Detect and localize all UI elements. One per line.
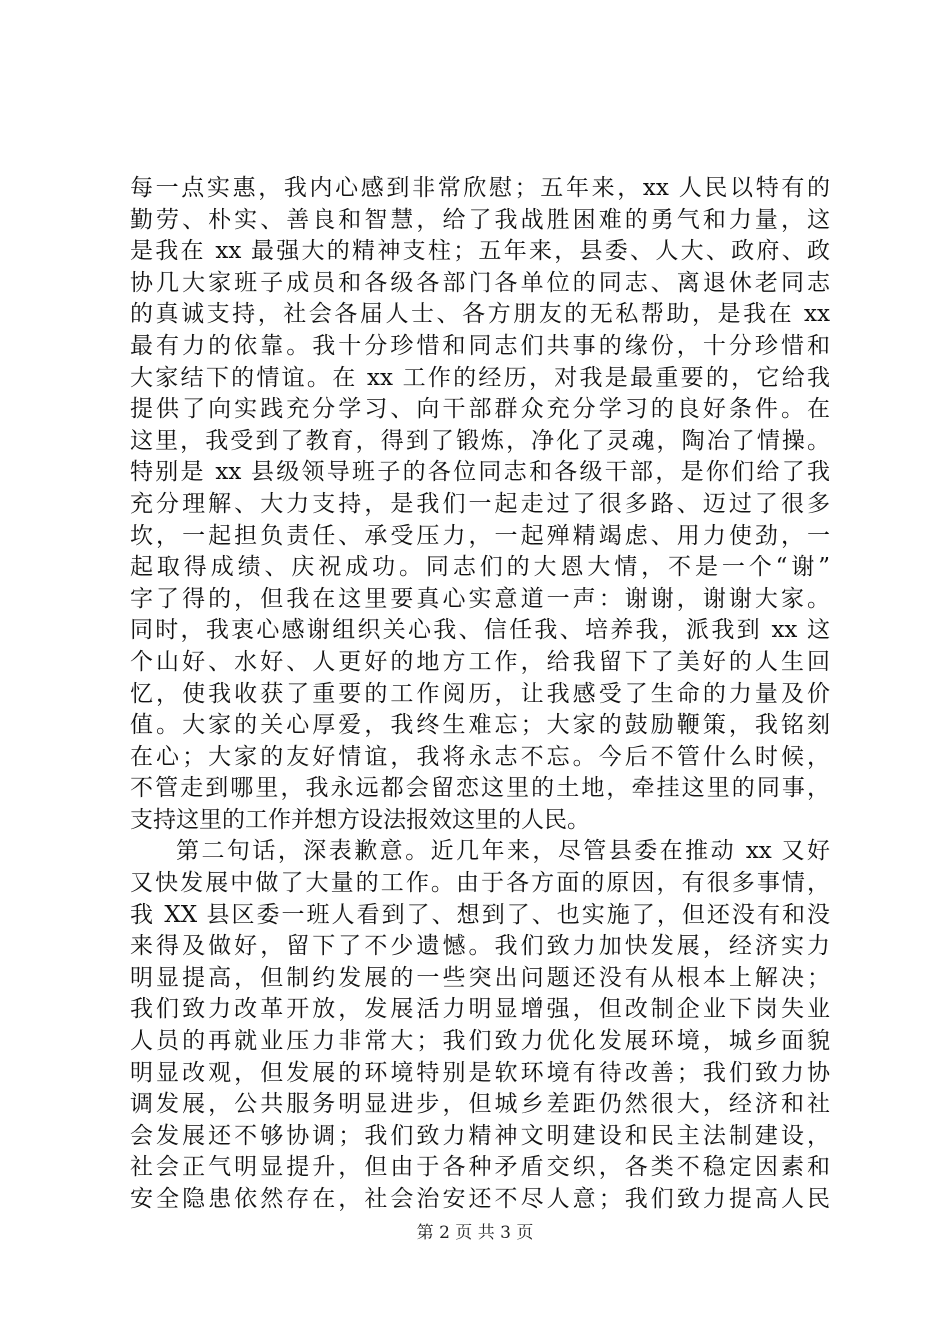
text-line: 个山好、水好、人更好的地方工作，给我留下了美好的人生回 bbox=[130, 648, 830, 675]
text-line: 大家结下的情谊。在 xx 工作的经历，对我是最重要的，它给我 bbox=[130, 364, 830, 391]
text-line: 来得及做好，留下了不少遗憾。我们致力加快发展，经济实力 bbox=[130, 933, 830, 960]
text-line: 明显改观，但发展的环境特别是软环境有待改善；我们致力协 bbox=[130, 1059, 830, 1086]
text-line: 又快发展中做了大量的工作。由于各方面的原因，有很多事情， bbox=[130, 870, 830, 897]
text-line: 明显提高，但制约发展的一些突出问题还没有从根本上解决； bbox=[130, 964, 830, 991]
text-line: 坎，一起担负责任、承受压力，一起殚精竭虑、用力使劲，一 bbox=[130, 522, 830, 549]
text-line: 人员的再就业压力非常大；我们致力优化发展环境，城乡面貌 bbox=[130, 1028, 830, 1055]
text-line: 同时，我衷心感谢组织关心我、信任我、培养我，派我到 xx 这 bbox=[130, 617, 830, 644]
text-line: 协几大家班子成员和各级各部门各单位的同志、离退休老同志 bbox=[130, 269, 830, 296]
page-number-footer: 第 2 页 共 3 页 bbox=[416, 1223, 534, 1243]
text-line: 充分理解、大力支持，是我们一起走过了很多路、迈过了很多 bbox=[130, 490, 830, 517]
text-line: 在心；大家的友好情谊，我将永志不忘。今后不管什么时候， bbox=[130, 743, 830, 770]
text-line: 我们致力改革开放，发展活力明显增强，但改制企业下岗失业 bbox=[130, 996, 830, 1023]
paragraph-end-line: 支持这里的工作并想方设法报效这里的人民。 bbox=[130, 806, 590, 833]
text-line: 勤劳、朴实、善良和智慧，给了我战胜困难的勇气和力量，这 bbox=[130, 206, 830, 233]
text-line: 特别是 xx 县级领导班子的各位同志和各级干部，是你们给了我 bbox=[130, 459, 830, 486]
text-line: 字了得的，但我在这里要真心实意道一声：谢谢，谢谢大家。 bbox=[130, 585, 830, 612]
text-line: 起取得成绩、庆祝成功。同志们的大恩大情，不是一个“谢” bbox=[130, 554, 830, 581]
text-line: 会发展还不够协调；我们致力精神文明建设和民主法制建设， bbox=[130, 1122, 830, 1149]
text-line: 我 XX 县区委一班人看到了、想到了、也实施了，但还没有和没 bbox=[130, 901, 830, 928]
text-line: 值。大家的关心厚爱，我终生难忘；大家的鼓励鞭策，我铭刻 bbox=[130, 712, 830, 739]
text-line: 忆，使我收获了重要的工作阅历，让我感受了生命的力量及价 bbox=[130, 680, 830, 707]
text-line: 安全隐患依然存在，社会治安还不尽人意；我们致力提高人民 bbox=[130, 1186, 830, 1212]
text-line: 每一点实惠，我内心感到非常欣慰；五年来，xx 人民以特有的 bbox=[130, 175, 830, 201]
text-line: 提供了向实践充分学习、向干部群众充分学习的良好条件。在 bbox=[130, 396, 830, 423]
text-line: 最有力的依靠。我十分珍惜和同志们共事的缘份，十分珍惜和 bbox=[130, 332, 830, 359]
text-line: 是我在 xx 最强大的精神支柱；五年来，县委、人大、政府、政 bbox=[130, 238, 830, 265]
text-line: 的真诚支持，社会各届人士、各方朋友的无私帮助，是我在 xx bbox=[130, 301, 830, 328]
text-line: 社会正气明显提升，但由于各种矛盾交织，各类不稳定因素和 bbox=[130, 1154, 830, 1181]
body-text bbox=[130, 173, 830, 1216]
text-line: 这里，我受到了教育，得到了锻炼，净化了灵魂，陶冶了情操。 bbox=[130, 427, 830, 454]
paragraph-start-line: 第二句话，深表歉意。近几年来，尽管县委在推动 xx 又好 bbox=[176, 838, 830, 865]
text-line: 不管走到哪里，我永远都会留恋这里的土地，牵挂这里的同事， bbox=[130, 775, 830, 802]
text-line: 调发展，公共服务明显进步，但城乡差距仍然很大，经济和社 bbox=[130, 1091, 830, 1118]
